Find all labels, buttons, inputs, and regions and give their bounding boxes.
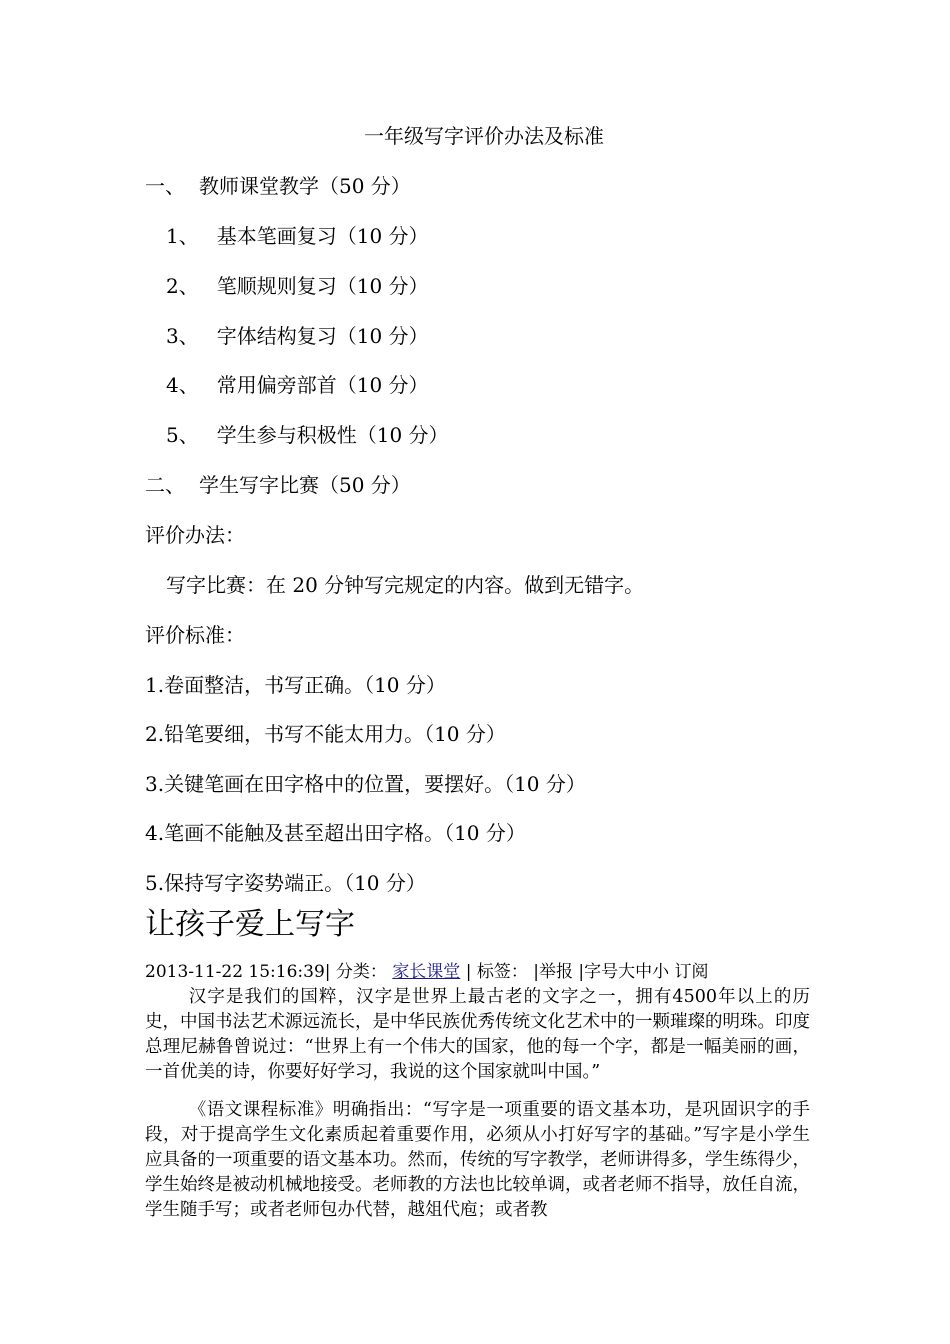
item-text: 基本笔画复习（10 分） <box>216 224 429 248</box>
standard-item: 3.关键笔画在田字格中的位置，要摆好。（10 分） <box>145 772 586 796</box>
standard-item: 5.保持写字姿势端正。（10 分） <box>145 871 426 895</box>
list-item <box>166 274 429 298</box>
item-text: 学生参与积极性（10 分） <box>216 423 449 447</box>
article-heading: 让孩子爱上写字 <box>145 907 355 942</box>
standard-label: 评价标准： <box>145 623 245 647</box>
article-meta <box>145 962 709 982</box>
section-text: 学生写字比赛（50 分） <box>199 473 411 497</box>
item-text: 字体结构复习（10 分） <box>216 324 429 348</box>
item-text: 常用偏旁部首（10 分） <box>216 373 429 397</box>
article-paragraph-2 <box>145 1098 810 1223</box>
list-item <box>166 423 449 447</box>
list-item <box>166 373 429 397</box>
method-text: 写字比赛：在 20 分钟写完规定的内容。做到无错字。 <box>166 573 645 597</box>
article-timestamp: 2013-11-22 15:16:39| 分类： <box>145 962 387 982</box>
section-number: 二、 <box>145 473 185 497</box>
method-label: 评价办法： <box>145 523 245 547</box>
paragraph-text: 《语文课程标准》明确指出：“写字是一项重要的语文基本功，是巩固识字的手段，对于提高学生文化素质起着重要作用，必须从小打好写字的基础。”写字是小学生应具备的一项重要的语文基本功。然而，传统的写字教学，老师讲得多，学生练得少，学生始终是被动机械地接受。老师教的方法也比较单调，或者老师不指导，放任自流，学生随手写；或者老师包办代替，越俎代庖；或者教 <box>145 1100 810 1220</box>
item-number: 5、 <box>166 423 199 447</box>
section-number: 一、 <box>145 174 185 198</box>
item-text: 笔顺规则复习（10 分） <box>216 274 429 298</box>
paragraph-text: 汉字是我们的国粹，汉字是世界上最古老的文字之一，拥有4500年以上的历史，中国书法艺术源远流长，是中华民族优秀传统文化艺术中的一颗璀璨的明珠。印度总理尼赫鲁曾说过：“世界上有一个伟大的国家，他的每一个字，都是一幅美丽的画，一首优美的诗，你要好好学习，我说的这个国家就叫中国。” <box>145 987 810 1082</box>
standard-item: 2.铅笔要细，书写不能太用力。（10 分） <box>145 722 506 746</box>
list-item <box>166 324 429 348</box>
article-meta-actions: | 标签： |举报 |字号大中小 订阅 <box>465 962 709 982</box>
page-title: 一年级写字评价办法及标准 <box>364 124 604 148</box>
item-number: 4、 <box>166 373 199 397</box>
section-heading-2 <box>145 473 411 497</box>
standard-item: 4.笔画不能触及甚至超出田字格。（10 分） <box>145 821 526 845</box>
standard-item: 1.卷面整洁，书写正确。（10 分） <box>145 673 446 697</box>
section-heading-1 <box>145 174 411 198</box>
category-link[interactable]: 家长课堂 <box>392 962 461 982</box>
article-paragraph-1 <box>145 985 810 1085</box>
item-number: 1、 <box>166 224 199 248</box>
section-text: 教师课堂教学（50 分） <box>199 174 411 198</box>
item-number: 3、 <box>166 324 199 348</box>
item-number: 2、 <box>166 274 199 298</box>
list-item <box>166 224 429 248</box>
